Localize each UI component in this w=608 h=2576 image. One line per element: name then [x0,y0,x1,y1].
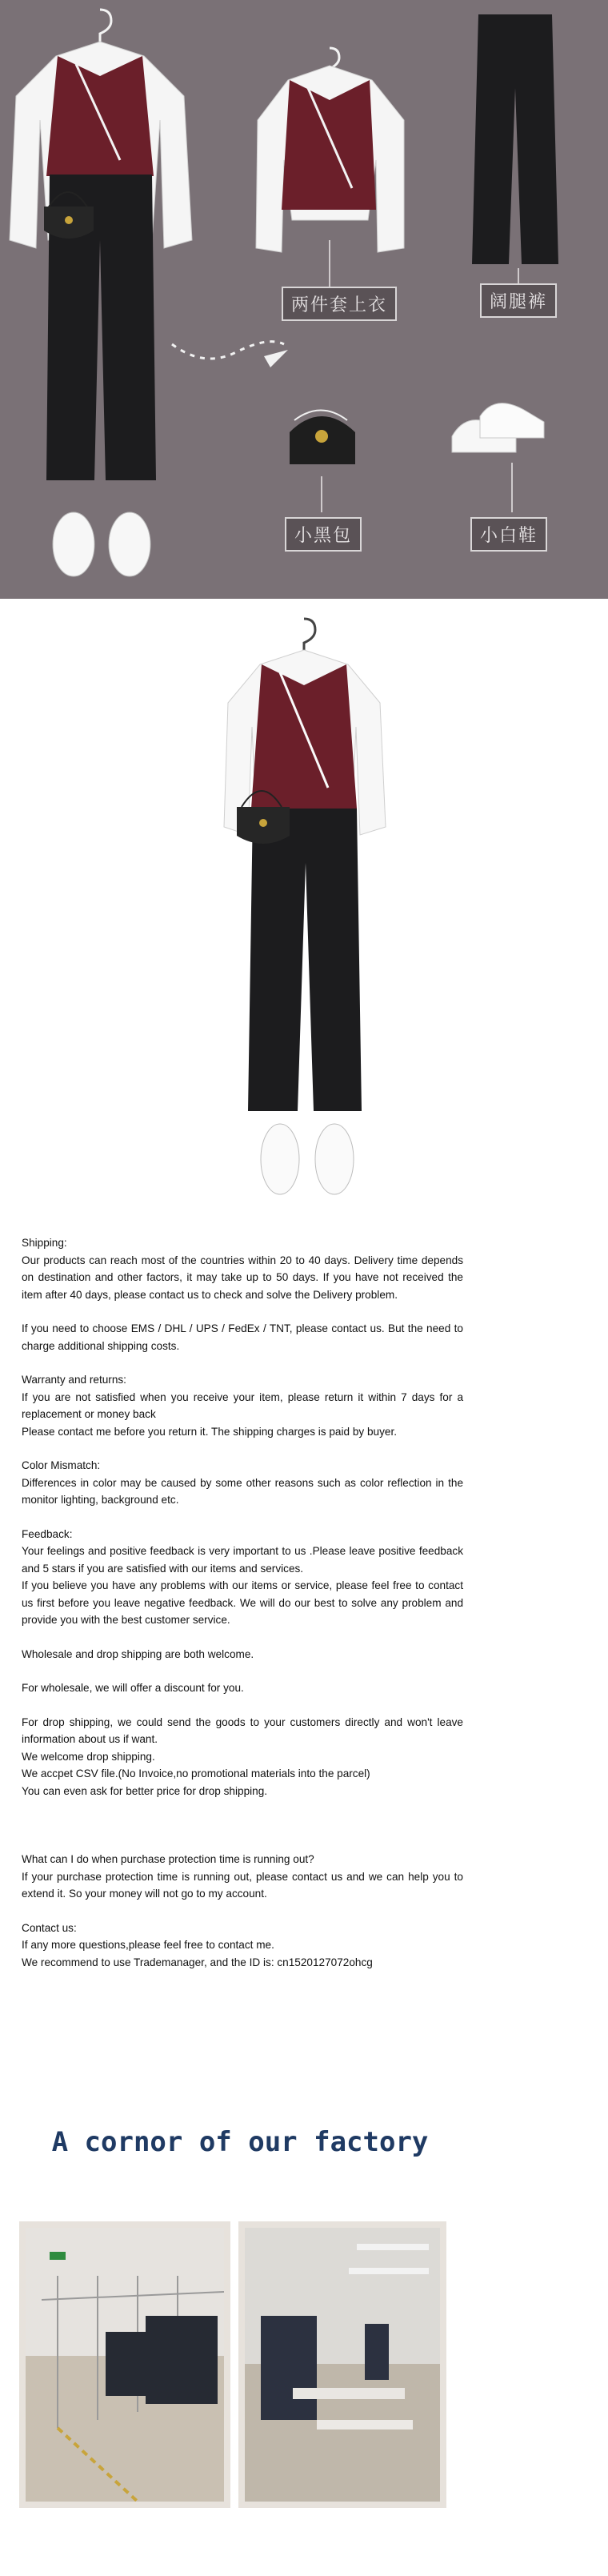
warranty-paragraph: If you are not satisfied when you receive your item, please return it within 7 days for a replacement or money back [22,1390,463,1420]
policy-document [22,1234,463,1971]
label-wide-leg-pants: 阔腿裤 [480,283,557,318]
label-small-black-bag: 小黑包 [285,517,362,552]
contact-paragraph-1: If any more questions,please feel free to contact me. [22,1939,274,1951]
warranty-heading: Warranty and returns: [22,1374,126,1386]
drop-shipping-paragraph-4: You can even ask for better price for drop shipping. [22,1784,268,1797]
feedback-heading: Feedback: [22,1527,73,1540]
full-outfit-panel [0,599,608,1231]
color-heading: Color Mismatch: [22,1459,101,1471]
full-outfit-illustration [0,599,608,1231]
contact-paragraph-2: We recommend to use Trademanager, and the ID is: cn1520127072ohcg [22,1956,373,1968]
contact-heading: Contact us: [22,1921,77,1934]
color-paragraph: Differences in color may be caused by some other reasons such as color reflection in the monitor lighting, background etc. [22,1476,463,1506]
label-small-white-shoes: 小白鞋 [470,517,547,552]
shipping-paragraph: Our products can reach most of the countries within 20 to 40 days. Delivery time depends on destination and other factors, it may take up to 50 days. If you have not received the item after 40 days, please contact us to check and solve the Delivery problem. [22,1254,463,1301]
drop-shipping-paragraph-1: For drop shipping, we could send the goods to your customers directly and won't leave information about us if want. [22,1715,463,1745]
wholesale-paragraph-2: For wholesale, we will offer a discount for you. [22,1682,244,1694]
product-components-panel [0,0,608,599]
label-two-piece-top: 两件套上衣 [282,287,397,321]
protection-paragraph: If your purchase protection time is running out, please contact us and we can help you to extend it. So your money will not go to my account. [22,1870,463,1900]
drop-shipping-paragraph-2: We welcome drop shipping. [22,1750,155,1763]
factory-title: A cornor of our factory [51,2126,429,2158]
protection-heading: What can I do when purchase protection time is running out? [22,1853,314,1865]
return-contact-paragraph: Please contact me before you return it. The shipping charges is paid by buyer. [22,1425,398,1438]
factory-photo-2 [238,2221,446,2508]
wholesale-paragraph-1: Wholesale and drop shipping are both welcome. [22,1647,254,1660]
feedback-paragraph-1: Your feelings and positive feedback is very important to us .Please leave positive feedback and 5 stars if you are satisfied with our items and services. [22,1545,463,1575]
express-paragraph: If you need to choose EMS / DHL / UPS / FedEx / TNT, please contact us. But the need to charge additional shipping costs. [22,1322,463,1352]
drop-shipping-paragraph-3: We accpet CSV file.(No Invoice,no promotional materials into the parcel) [22,1767,370,1780]
factory-photo-1 [19,2221,230,2508]
feedback-paragraph-2: If you believe you have any problems with our items or service, please feel free to contact us first before you leave negative feedback. We will do our best to solve any problem and provide you with the best customer service. [22,1579,463,1626]
shipping-heading: Shipping: [22,1237,67,1249]
